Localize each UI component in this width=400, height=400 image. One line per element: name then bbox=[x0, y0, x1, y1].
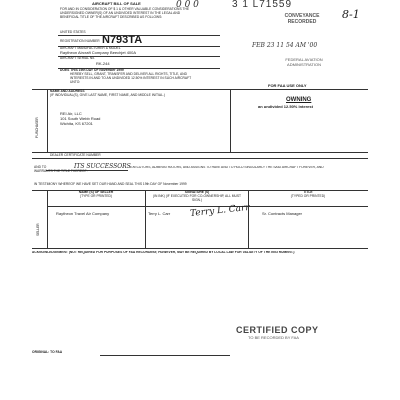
serial-label: AIRCRAFT SERIAL No. bbox=[60, 56, 95, 60]
seller-name-col-sub: (TYPE OR PRINTED) bbox=[79, 194, 113, 198]
assigns-text: EXECUTORS, ADMINISTRATORS, AND ASSIGNS TO HAVE AND TO HOLD SINGULARLY THE SAID AIRCRAFT FOREVER, AND bbox=[130, 166, 324, 169]
recorded-date-stamp: FEB 23 11 54 AM '00 bbox=[252, 42, 318, 49]
form-title: AIRCRAFT BILL OF SALE bbox=[92, 1, 141, 6]
and-to-label: AND TO bbox=[34, 165, 47, 169]
corner-mark: 8-1 bbox=[342, 8, 360, 21]
faa-use-only: FOR FAA USE ONLY bbox=[268, 83, 307, 88]
original-to-faa: ORIGINAL: TO FAA bbox=[32, 350, 63, 354]
hereby-text: HEREBY SELL, GRANT, TRANSFER AND DELIVER ALL RIGHTS, TITLE, AND INTERESTS IN AND TO AN UNDIVIDED 12.50% INTEREST IN SUCH AIRCRAFT UNTO: bbox=[70, 72, 192, 84]
witness-text: IN TESTIMONY WHEREOF WE HAVE SET OUR HAND AND SEAL THIS 19th DAY OF November 1999 bbox=[34, 182, 187, 186]
warrants-text: WARRANTS THE TITLE THEREOF: bbox=[34, 169, 88, 173]
signature-col-header: SIGNATURE (S) bbox=[184, 190, 210, 194]
interest-text: an undivided 12.50% Interest bbox=[258, 104, 313, 109]
federal-aviation-stamp: FEDERAL AVIATION ADMINISTRATION bbox=[285, 57, 323, 67]
serial-number: RK-244 bbox=[96, 61, 110, 66]
make-model: Raytheon Aircraft Company Beechjet 400A bbox=[60, 50, 137, 55]
consideration-text: FOR AND IN CONSIDERATION OF $ 1 & OTHER VALUABLE CONSIDERATIONS THE UNDERSIGNED OWNER(S) OF AN UNDIVIDED INTEREST IN THE LEGAL AND BENEFICIAL TITLE OF THE AIRCRAFT DESCRIBED AS FOLLOWS: bbox=[60, 7, 190, 19]
country-label: UNITED STATES bbox=[60, 30, 86, 34]
owning-label: OWNING bbox=[286, 97, 312, 103]
recorded-by-faa-stamp: TO BE RECORDED BY FAA bbox=[248, 335, 299, 340]
purchaser-address-2: Wichita, KS 67201 bbox=[60, 121, 93, 126]
purchaser-section-label: PURCHASER bbox=[35, 117, 39, 138]
make-label: AIRCRAFT MANUFACTURER & MODEL bbox=[60, 46, 121, 50]
seller-signature: Terry L. Carr bbox=[189, 202, 251, 220]
seller-name: Raytheon Travel Air Company bbox=[56, 211, 110, 216]
purchaser-address-1: 101 South Webb Road bbox=[60, 116, 101, 121]
title-col-header: TITLE bbox=[303, 190, 313, 194]
does-this-text: DOES THIS 19th DAY OF November 1999 bbox=[60, 68, 124, 72]
certified-copy-stamp: CERTIFIED COPY bbox=[236, 325, 319, 335]
registration-number: N793TA bbox=[102, 34, 143, 46]
signer-name: Terry L. Carr bbox=[148, 211, 171, 216]
seller-name-col-header: NAME (S) OF SELLER bbox=[78, 190, 114, 194]
purchaser-name: REI Air, LLC bbox=[60, 111, 82, 116]
registration-label: REGISTRATION NUMBER bbox=[60, 39, 100, 43]
seller-section-label: SELLER bbox=[36, 223, 40, 236]
dealer-certificate-label: DEALER CERTIFICATE NUMBER bbox=[50, 153, 101, 157]
conveyance-recorded-stamp: CONVEYANCE RECORDED bbox=[284, 13, 320, 25]
title-col-sub: (TYPED OR PRINTED) bbox=[290, 194, 326, 198]
name-address-sublabel: (IF INDIVIDUAL(S), GIVE LAST NAME, FIRST NAME, AND MIDDLE INITIAL.) bbox=[50, 93, 165, 97]
seller-title: Sr. Contracts Manager bbox=[262, 211, 303, 216]
successors-handwritten: ITS SUCCESSORS bbox=[74, 163, 131, 170]
file-number: 3 1 L71559 bbox=[232, 0, 293, 10]
name-address-label: NAME AND ADDRESS bbox=[50, 89, 85, 93]
handwritten-top: 0 0 0 bbox=[176, 0, 199, 10]
signature-col-sub: (IN INK) (IF EXECUTED FOR CO-OWNERSHIP, ALL MUST SIGN.) bbox=[152, 194, 242, 202]
acknowledgement-text: ACKNOWLEDGEMENT (NOT REQUIRED FOR PURPOSES OF FAA RECORDING; HOWEVER, MAY BE REQUIRED BY LOCAL LAW FOR VALIDITY OF THE INSTRUMENT.) bbox=[32, 251, 295, 254]
